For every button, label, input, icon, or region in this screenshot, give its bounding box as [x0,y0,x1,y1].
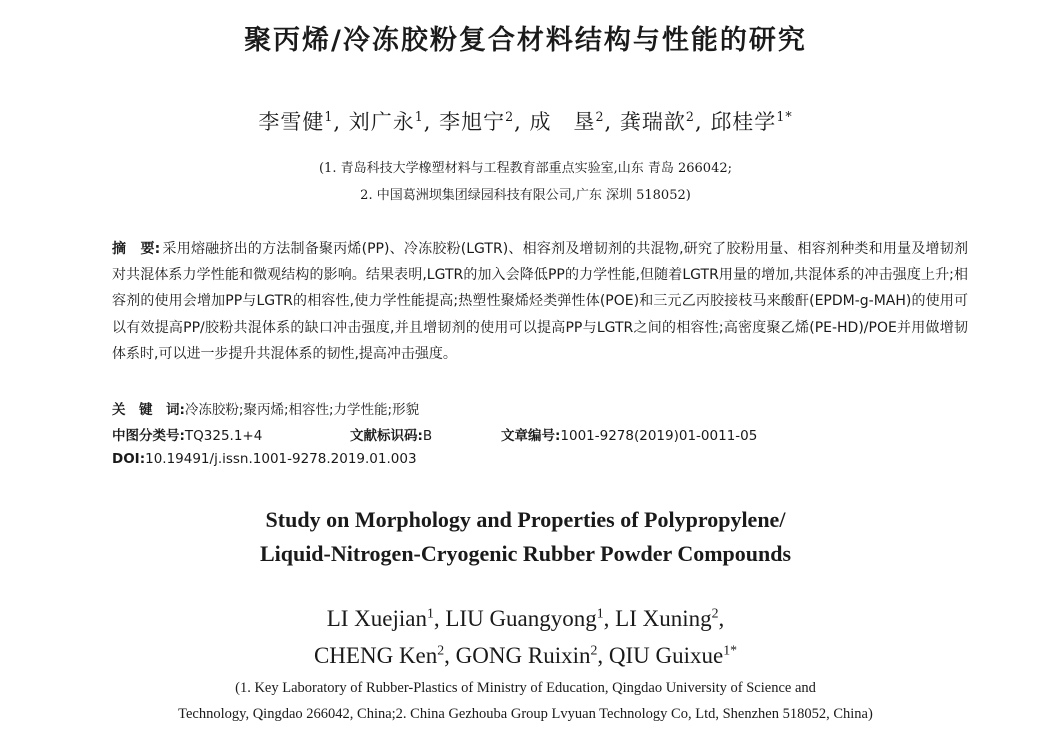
article-number-field [501,424,757,444]
english-authors-line-1 [0,606,1051,632]
document-code-label: 文献标识码: [350,428,423,444]
author-separator: , [597,643,609,668]
abstract-label: 摘 要: [112,241,161,257]
author-separator: , [603,606,616,631]
doi-label: DOI: [112,451,146,467]
english-affiliation-1: (1. Key Laboratory of Rubber-Plastics of Ministry of Education, Qingdao University of Science and [235,680,816,696]
author-separator: , [433,606,446,631]
chinese-title: 聚丙烯/冷冻胶粉复合材料结构与性能的研究 [244,25,807,56]
english-title-line-1: Study on Morphology and Properties of Polypropylene/ [265,507,786,532]
author-affiliation-mark: 1* [776,109,793,124]
author-separator: , [444,643,456,668]
article-number-value: 1001-9278(2019)01-0011-05 [560,428,758,444]
clc-field [112,424,262,444]
author-name: CHENG Ken [313,643,438,668]
author-affiliation-mark: 2 [437,642,445,658]
author-separator: , [514,110,522,134]
keywords-text: 冷冻胶粉;聚丙烯;相容性;力学性能;形貌 [184,402,420,418]
author-name: 邱桂学 [710,110,777,134]
author-affiliation-mark: 1 [414,109,424,124]
author-affiliation-mark: 1 [596,605,604,621]
english-title-line-2: Liquid-Nitrogen-Cryogenic Rubber Powder Compounds [259,541,792,566]
abstract-text: 采用熔融挤出的方法制备聚丙烯(PP)、冷冻胶粉(LGTR)、相容剂及增韧剂的共混物,研究了胶粉用量、相容剂种类和用量及增韧剂对共混体系力学性能和微观结构的影响。结果表明,LGTR的加入会降低PP的力学性能,但随着LGTR用量的增加,共混体系的冲击强度上升;相容剂的使用会增加PP与LGTR的相容性,使力学性能提高;热塑性聚烯烃类弹性体(POE)和三元乙丙胶接枝马来酸酐(EPDM-g-MAH)的使用可以有效提高PP/胶粉共混体系的缺口冲击强度,并且增韧剂的使用可以提高PP与LGTR之间的相容性;高密度聚乙烯(PE-HD)/POE并用做增韧体系时,可以进一步提升共混体系的韧性,提高冲击强度。 [112,241,968,362]
english-authors-line-2 [0,643,1051,669]
author-affiliation-mark: 2 [685,109,695,124]
author-affiliation-mark: 2 [505,109,515,124]
keywords-row [112,398,419,418]
author-separator: , [694,110,703,134]
author-separator: , [423,110,432,134]
doi-row [112,451,417,467]
chinese-affiliation-2: 2. 中国葛洲坝集团绿园科技有限公司,广东 深圳 518052) [360,188,691,203]
clc-label: 中图分类号: [112,428,185,444]
document-code-value: B [422,428,433,444]
author-affiliation-mark: 1* [723,642,738,658]
article-number-label: 文章编号: [501,428,561,444]
author-affiliation-mark: 2 [590,642,598,658]
author-name: QIU Guixue [608,643,724,668]
keywords-label: 关 键 词: [112,402,185,418]
english-affiliation-2: Technology, Qingdao 266042, China;2. China Gezhouba Group Lvyuan Technology Co, Ltd, Shenzhen 518052, China) [178,706,873,722]
chinese-affiliation-1: (1. 青岛科技大学橡塑材料与工程教育部重点实验室,山东 青岛 266042; [318,161,732,176]
author-name: 李雪健 [258,110,325,134]
chinese-abstract [112,236,968,367]
author-affiliation-mark: 1 [324,109,334,124]
author-affiliation-mark: 1 [426,605,434,621]
document-code-field [350,424,432,444]
clc-value: TQ325.1+4 [184,428,263,444]
author-affiliation-mark: 2 [711,605,719,621]
author-separator: , [718,606,725,631]
author-name: 龚瑞歆 [619,110,686,134]
author-name: LI Xuejian [326,606,427,631]
author-separator: , [604,110,613,134]
doi-value: 10.19491/j.issn.1001-9278.2019.01.003 [145,451,417,467]
author-separator: , [333,110,342,134]
chinese-authors [0,106,1051,136]
author-name: LIU Guangyong [445,606,597,631]
author-name: GONG Ruixin [455,643,591,668]
author-name: 刘广永 [348,110,415,134]
author-name: 成 垦 [529,110,596,134]
author-name: LI Xuning [615,606,712,631]
author-name: 李旭宁 [439,110,506,134]
author-affiliation-mark: 2 [595,109,605,124]
